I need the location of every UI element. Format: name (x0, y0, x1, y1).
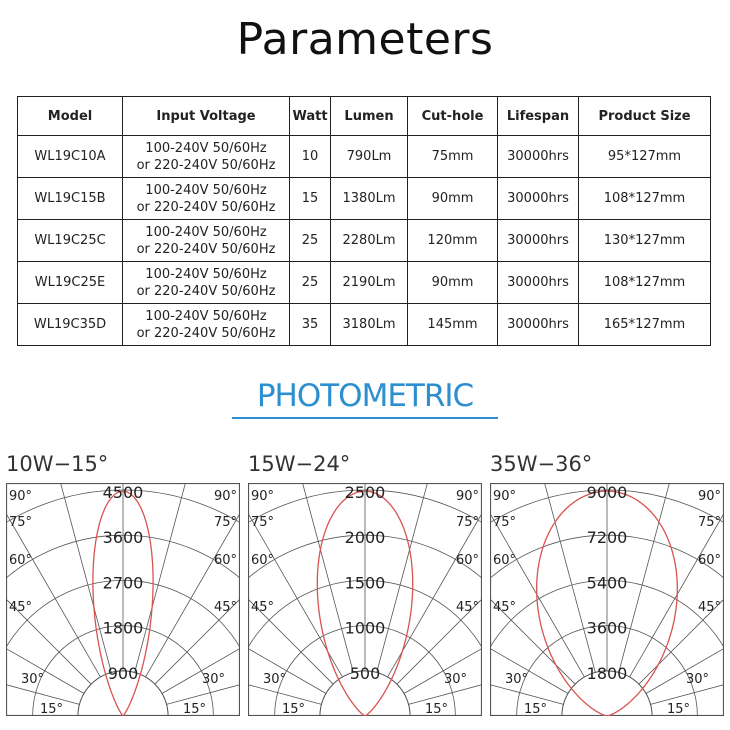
angle-label: 60° (251, 553, 275, 568)
voltage-line: 100-240V 50/60Hz (145, 266, 267, 282)
photometric-heading: PHOTOMETRIC (256, 378, 474, 414)
angle-label: 15° (524, 702, 548, 716)
cell-watt: 25 (290, 220, 331, 262)
cell-lumen: 1380Lm (331, 178, 408, 220)
ring-label: 4500 (102, 483, 144, 502)
angle-label: 90° (9, 489, 33, 504)
cell-input-voltage (123, 262, 290, 304)
grid-radial-line (135, 483, 227, 673)
cell-cut-hole: 90mm (408, 262, 498, 304)
cell-cut-hole: 145mm (408, 304, 498, 346)
cell-cut-hole: 120mm (408, 220, 498, 262)
angle-label: 30° (443, 672, 467, 687)
grid-radial-line (6, 483, 91, 684)
angle-label: 45° (697, 600, 721, 615)
ring-label: 1800 (102, 618, 144, 638)
cell-lifespan: 30000hrs (498, 178, 579, 220)
angle-label: 30° (505, 672, 529, 687)
angle-label: 60° (697, 553, 721, 568)
voltage-line: or 220-240V 50/60Hz (136, 325, 276, 341)
ring-label: 7200 (586, 528, 628, 548)
voltage-line: 100-240V 50/60Hz (145, 140, 267, 156)
voltage-line: 100-240V 50/60Hz (145, 308, 267, 324)
grid-radial-line (19, 483, 111, 673)
cell-model: WL19C25C (18, 220, 123, 262)
grid-radial-line (6, 612, 80, 704)
header-watt: Watt (290, 97, 331, 136)
cell-product-size: 130*127mm (579, 220, 711, 262)
angle-label: 45° (9, 600, 33, 615)
angle-label: 60° (455, 553, 479, 568)
table-row (18, 220, 711, 262)
angle-label: 75° (493, 515, 517, 530)
cell-cut-hole: 75mm (408, 136, 498, 178)
angle-label: 90° (455, 489, 479, 504)
angle-label: 30° (263, 672, 287, 687)
angle-label: 30° (685, 672, 709, 687)
angle-label: 75° (697, 515, 721, 530)
cell-lifespan: 30000hrs (498, 220, 579, 262)
parameters-table (17, 96, 711, 346)
angle-label: 90° (697, 489, 721, 504)
polar-diagram-10w (6, 483, 240, 716)
angle-label: 15° (40, 702, 64, 716)
grid-radial-line (397, 483, 482, 684)
cell-model: WL19C35D (18, 304, 123, 346)
voltage-line: or 220-240V 50/60Hz (136, 283, 276, 299)
angle-label: 90° (251, 489, 275, 504)
angle-label: 90° (493, 489, 517, 504)
cell-watt: 25 (290, 262, 331, 304)
angle-label: 15° (282, 702, 306, 716)
angle-label: 75° (251, 515, 275, 530)
grid-radial-line (377, 483, 469, 673)
grid-radial-line (261, 483, 353, 673)
grid-radial-line (166, 612, 240, 704)
table-row (18, 262, 711, 304)
angle-label: 15° (666, 702, 690, 716)
ring-label: 900 (107, 663, 139, 683)
grid-radial-line (248, 612, 322, 704)
header-model: Model (18, 97, 123, 136)
voltage-line: 100-240V 50/60Hz (145, 224, 267, 240)
ring-label: 3600 (586, 618, 628, 638)
cell-lifespan: 30000hrs (498, 304, 579, 346)
angle-label: 45° (493, 600, 517, 615)
angle-label: 15° (182, 702, 206, 716)
page-title: Parameters (236, 14, 494, 65)
angle-label: 60° (213, 553, 237, 568)
header-lifespan: Lifespan (498, 97, 579, 136)
cell-watt: 35 (290, 304, 331, 346)
table-row (18, 178, 711, 220)
polar-diagram-15w (248, 483, 482, 716)
ring-label: 5400 (586, 573, 628, 593)
ring-label: 2500 (344, 483, 386, 502)
cell-product-size: 108*127mm (579, 262, 711, 304)
table-header-row (18, 97, 711, 136)
cell-input-voltage (123, 136, 290, 178)
cell-lumen: 3180Lm (331, 304, 408, 346)
header-input-voltage: Input Voltage (123, 97, 290, 136)
cell-watt: 10 (290, 136, 331, 178)
cell-product-size: 165*127mm (579, 304, 711, 346)
ring-label: 500 (349, 663, 381, 683)
voltage-line: or 220-240V 50/60Hz (136, 241, 276, 257)
angle-label: 75° (9, 515, 33, 530)
ring-label: 1500 (344, 573, 386, 593)
diagram-title-15w: 15W−24° (248, 452, 351, 476)
cell-product-size: 95*127mm (579, 136, 711, 178)
header-cut-hole: Cut-hole (408, 97, 498, 136)
angle-label: 75° (455, 515, 479, 530)
cell-watt: 15 (290, 178, 331, 220)
grid-radial-line (503, 483, 595, 673)
ring-label: 2000 (344, 528, 386, 548)
cell-product-size: 108*127mm (579, 178, 711, 220)
angle-label: 15° (424, 702, 448, 716)
polar-diagram-35w (490, 483, 724, 716)
cell-input-voltage (123, 178, 290, 220)
angle-label: 60° (9, 553, 33, 568)
diagram-title-10w: 10W−15° (6, 452, 109, 476)
voltage-line: 100-240V 50/60Hz (145, 182, 267, 198)
cell-lifespan: 30000hrs (498, 262, 579, 304)
cell-input-voltage (123, 304, 290, 346)
cell-model: WL19C10A (18, 136, 123, 178)
angle-label: 90° (213, 489, 237, 504)
ring-label: 3600 (102, 528, 144, 548)
angle-label: 60° (493, 553, 517, 568)
diagram-title-35w: 35W−36° (490, 452, 593, 476)
grid-radial-line (619, 483, 711, 673)
header-product-size: Product Size (579, 97, 711, 136)
voltage-line: or 220-240V 50/60Hz (136, 199, 276, 215)
cell-input-voltage (123, 220, 290, 262)
grid-radial-line (248, 483, 333, 684)
grid-radial-line (155, 483, 240, 684)
angle-label: 30° (21, 672, 45, 687)
angle-label: 45° (251, 600, 275, 615)
cell-lumen: 2190Lm (331, 262, 408, 304)
ring-label: 1800 (586, 663, 628, 683)
cell-lumen: 2280Lm (331, 220, 408, 262)
header-lumen: Lumen (331, 97, 408, 136)
table-row (18, 304, 711, 346)
photometric-underline (232, 417, 498, 419)
angle-label: 75° (213, 515, 237, 530)
ring-label: 2700 (102, 573, 144, 593)
grid-radial-line (408, 612, 482, 704)
cell-lifespan: 30000hrs (498, 136, 579, 178)
angle-label: 30° (201, 672, 225, 687)
cell-model: WL19C15B (18, 178, 123, 220)
table-row (18, 136, 711, 178)
cell-lumen: 790Lm (331, 136, 408, 178)
voltage-line: or 220-240V 50/60Hz (136, 157, 276, 173)
cell-cut-hole: 90mm (408, 178, 498, 220)
angle-label: 45° (213, 600, 237, 615)
ring-label: 1000 (344, 618, 386, 638)
ring-label: 9000 (586, 483, 628, 502)
angle-label: 45° (455, 600, 479, 615)
cell-model: WL19C25E (18, 262, 123, 304)
